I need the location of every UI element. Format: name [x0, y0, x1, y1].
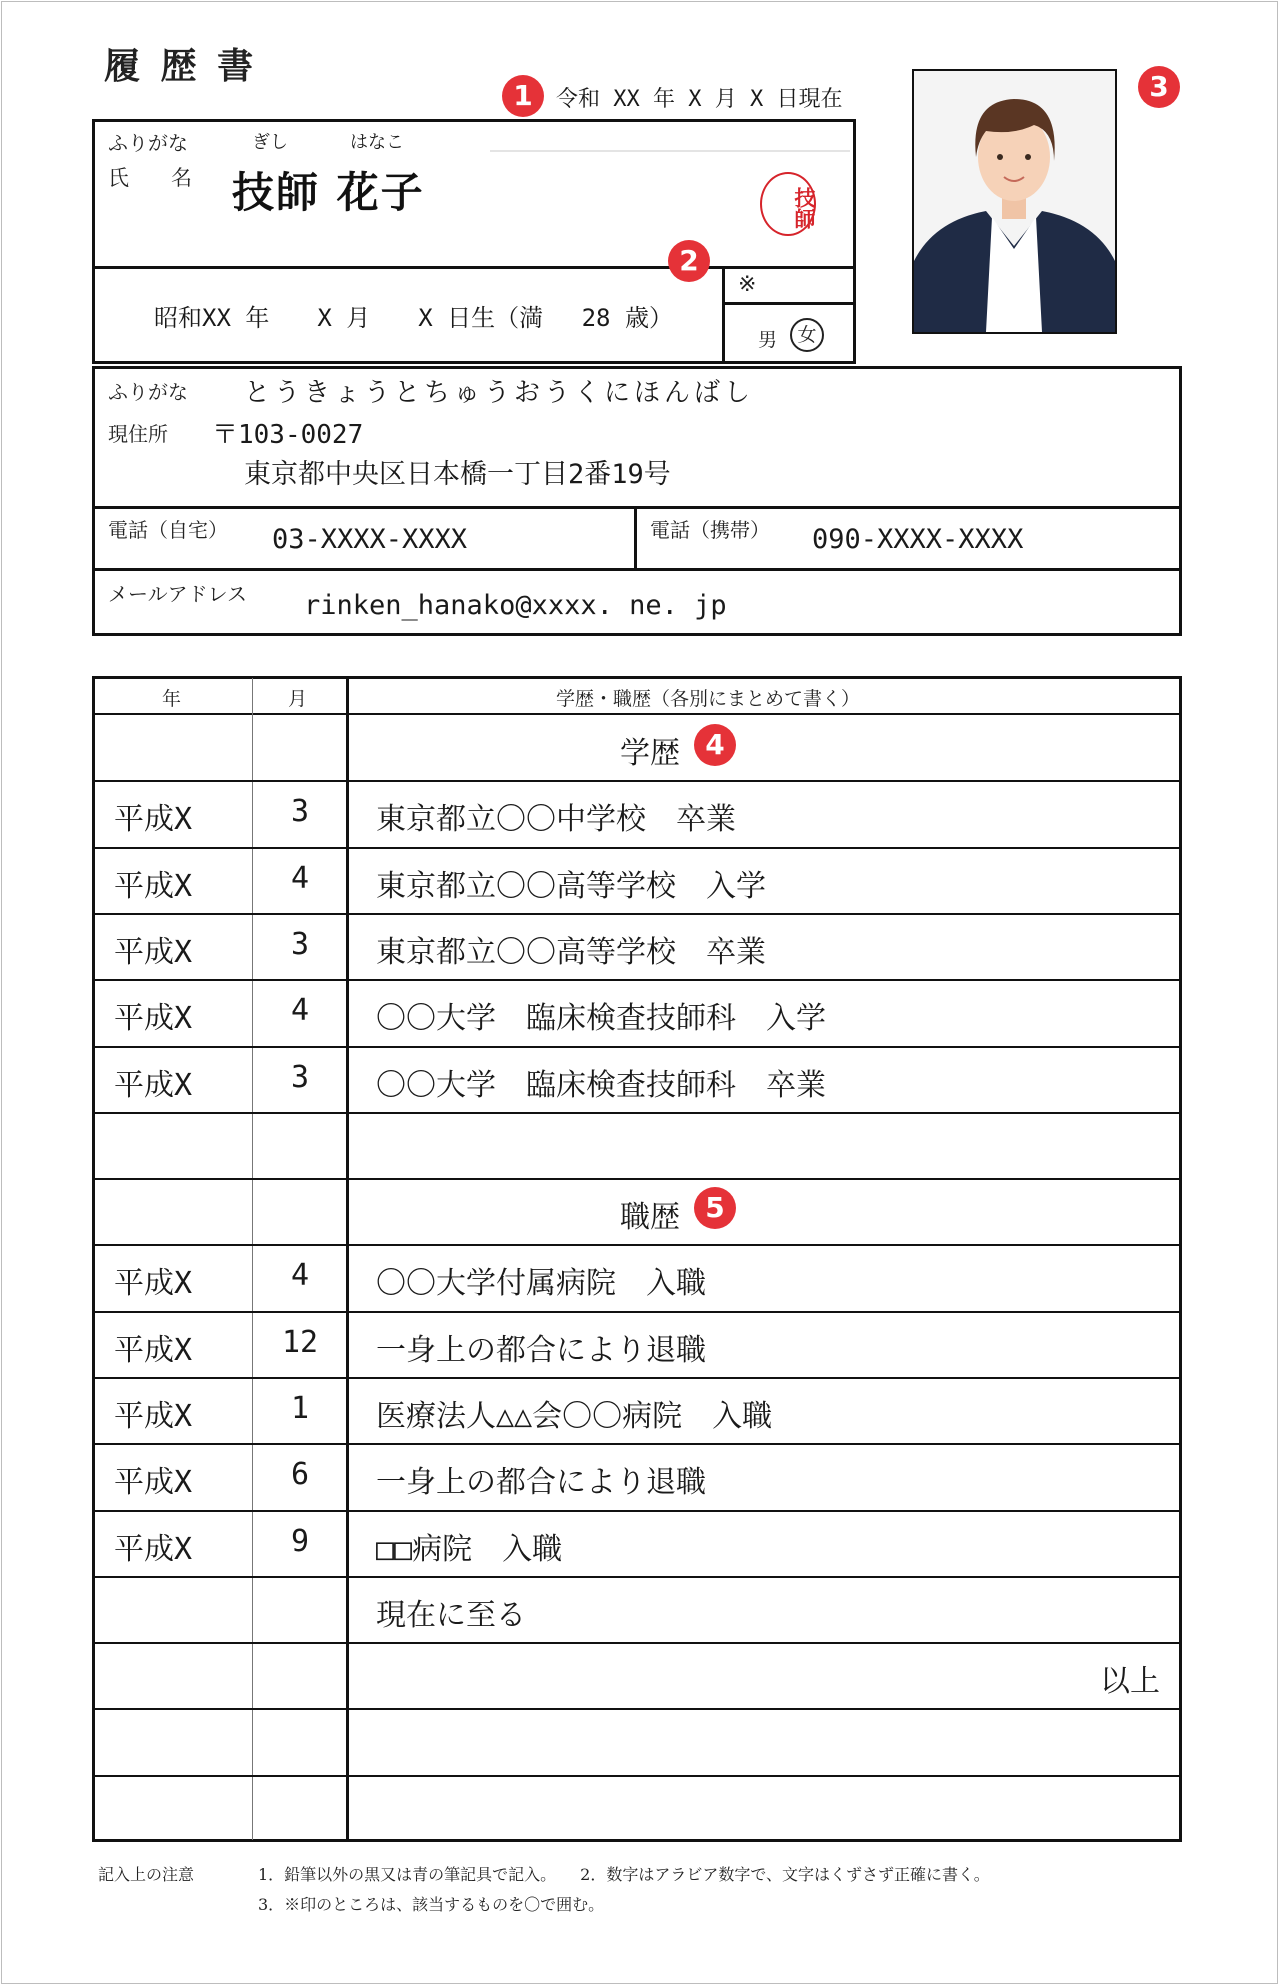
address-text: 東京都中央区日本橋一丁目2番19号	[244, 459, 671, 490]
badge-2: 2	[668, 240, 710, 282]
address-furigana-label: ふりがな	[108, 380, 188, 404]
mobile-phone-label: 電話（携帯）	[650, 518, 770, 542]
postal-code: 〒103-0027	[212, 420, 364, 450]
furigana-label: ふりがな	[108, 131, 188, 155]
furigana-family: ぎし	[252, 132, 288, 153]
history-month: 1	[290, 1391, 310, 1426]
history-entry: 東京都立〇〇高等学校 卒業	[376, 935, 766, 970]
furigana-given: はなこ	[350, 132, 404, 153]
history-row-divider	[94, 1377, 1180, 1379]
history-row-divider	[94, 1244, 1180, 1246]
history-row-divider	[94, 1046, 1180, 1048]
date-line: 令和 XX 年 X 月 X 日現在	[556, 87, 843, 112]
birth-date: 昭和XX 年 X 月 X 日生（満 28 歳）	[154, 304, 673, 332]
header-month: 月	[288, 688, 308, 710]
document-title: 履 歴 書	[104, 45, 258, 87]
email-address: rinken_hanako@xxxx. ne. jp	[304, 590, 727, 621]
history-year: 平成X	[114, 1465, 193, 1500]
notes-line-2: 3．※印のところは、該当するものを〇で囲む。	[258, 1895, 605, 1914]
history-row-divider	[94, 979, 1180, 981]
badge-4: 4	[694, 724, 736, 766]
seal-text: 技師	[792, 187, 817, 229]
history-entry: 〇〇大学 臨床検査技師科 卒業	[376, 1068, 826, 1103]
photo-frame	[912, 69, 1117, 334]
history-section-title: 職歴	[620, 1200, 680, 1235]
history-entry: 東京都立〇〇高等学校 入学	[376, 869, 766, 904]
badge-3: 3	[1138, 66, 1180, 108]
history-year: 平成X	[114, 935, 193, 970]
phone-divider	[634, 508, 637, 570]
history-row-divider	[94, 1708, 1180, 1710]
contact-divider	[94, 568, 1180, 571]
badge-1: 1	[502, 75, 544, 117]
history-row-divider	[94, 1775, 1180, 1777]
history-month: 3	[290, 927, 310, 962]
history-month: 3	[290, 794, 310, 829]
history-month: 9	[290, 1524, 310, 1559]
home-phone: 03-XXXX-XXXX	[272, 524, 468, 555]
applicant-name: 技師 花子	[232, 168, 425, 217]
history-entry: 一身上の都合により退職	[376, 1333, 706, 1368]
history-year: 平成X	[114, 1532, 193, 1567]
history-row-divider	[94, 1443, 1180, 1445]
history-month: 12	[281, 1325, 319, 1360]
home-phone-label: 電話（自宅）	[108, 518, 228, 542]
note-mark: ※	[738, 272, 757, 297]
history-entry: 〇〇大学付属病院 入職	[376, 1266, 706, 1301]
right-eye	[1025, 154, 1031, 160]
history-row-divider	[94, 1112, 1180, 1114]
seal-stamp	[760, 172, 816, 236]
history-entry: 〇〇大学 臨床検査技師科 入学	[376, 1001, 826, 1036]
history-month: 6	[290, 1457, 310, 1492]
history-row-divider	[94, 1576, 1180, 1578]
history-header-divider	[94, 713, 1180, 715]
year-month-divider	[252, 678, 253, 1840]
history-month: 4	[290, 993, 310, 1028]
history-year: 平成X	[114, 802, 193, 837]
history-row-divider	[94, 913, 1180, 915]
sex-male: 男	[758, 329, 778, 351]
address-label: 現住所	[108, 422, 168, 446]
history-entry: 東京都立〇〇中学校 卒業	[376, 802, 736, 837]
birth-divider	[722, 268, 725, 362]
month-content-divider	[346, 678, 349, 1840]
history-closing: 以上	[1100, 1664, 1160, 1699]
header-year: 年	[162, 688, 182, 710]
name-box	[92, 119, 856, 269]
history-row-divider	[94, 1311, 1180, 1313]
history-year: 平成X	[114, 1333, 193, 1368]
history-entry: 一身上の都合により退職	[376, 1465, 706, 1500]
notes-label: 記入上の注意	[98, 1865, 195, 1884]
history-entry: 医療法人△△会〇〇病院 入職	[376, 1399, 773, 1434]
portrait-photo	[914, 71, 1115, 332]
header-content: 学歴・職歴（各別にまとめて書く）	[556, 688, 861, 710]
history-year: 平成X	[114, 1399, 193, 1434]
address-divider	[94, 506, 1180, 509]
furigana-divider	[490, 150, 850, 152]
history-year: 平成X	[114, 1001, 193, 1036]
name-label: 氏 名	[108, 166, 192, 190]
history-month: 4	[290, 861, 310, 896]
history-entry: □□病院 入職	[376, 1532, 563, 1567]
left-eye	[997, 154, 1003, 160]
history-row-divider	[94, 1178, 1180, 1180]
history-row-divider	[94, 847, 1180, 849]
history-month: 4	[290, 1258, 310, 1293]
history-year: 平成X	[114, 1266, 193, 1301]
email-label: メールアドレス	[108, 582, 247, 606]
history-year: 平成X	[114, 1068, 193, 1103]
notes-line-1: 1．鉛筆以外の黒又は青の筆記具で記入。 2．数字はアラビア数字で、文字はくずさず正確に書く。	[258, 1865, 990, 1884]
history-year: 平成X	[114, 869, 193, 904]
history-month: 3	[290, 1060, 310, 1095]
history-section-title: 学歴	[620, 736, 680, 771]
badge-5: 5	[694, 1187, 736, 1229]
history-row-divider	[94, 1642, 1180, 1644]
mobile-phone: 090-XXXX-XXXX	[812, 524, 1024, 555]
history-row-divider	[94, 780, 1180, 782]
sex-female: 女	[790, 318, 824, 352]
note-divider	[724, 302, 854, 305]
history-entry: 現在に至る	[376, 1598, 526, 1633]
history-row-divider	[94, 1510, 1180, 1512]
address-furigana: とうきょうとちゅうおうくにほんばし	[244, 378, 755, 408]
